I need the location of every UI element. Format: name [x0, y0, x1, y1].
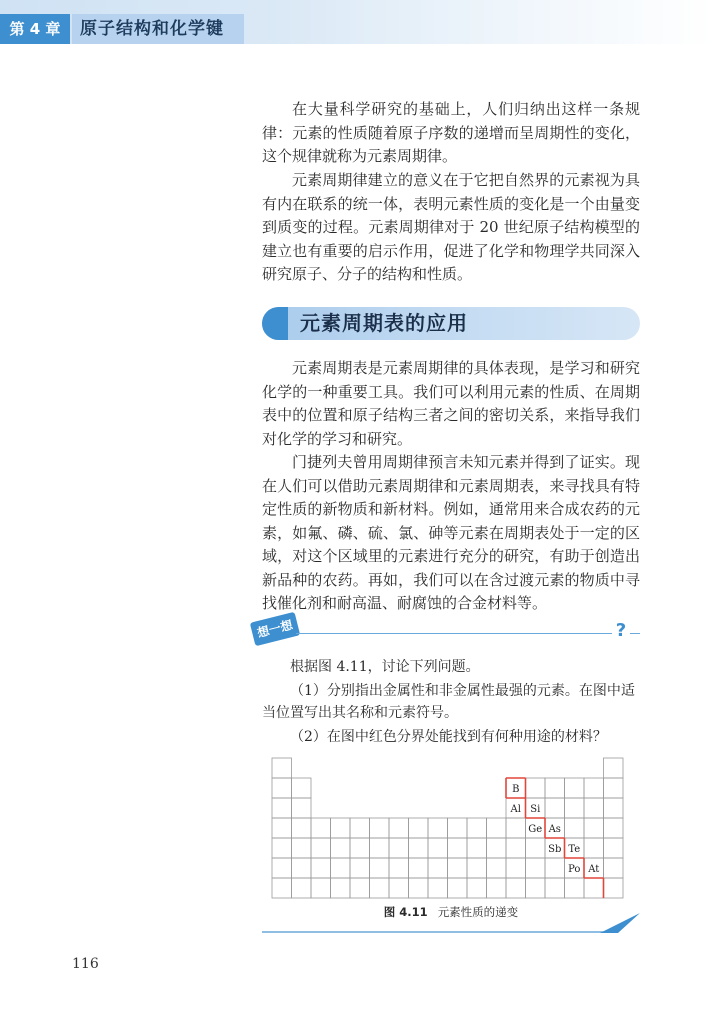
table-cell	[448, 818, 468, 838]
table-cell	[506, 858, 526, 878]
table-cell	[272, 878, 292, 898]
paragraph-periodic-law: 在大量科学研究的基础上，人们归纳出这样一条规律：元素的性质随着原子序数的递增而呈周期性的变化，这个规律就称为元素周期律。	[262, 100, 640, 165]
chapter-title: 原子结构和化学键	[72, 14, 244, 44]
table-cell	[370, 838, 390, 858]
table-cell	[448, 878, 468, 898]
table-cell	[292, 858, 312, 878]
table-cell	[506, 838, 526, 858]
element-te: Te	[568, 844, 581, 855]
table-cell	[506, 878, 526, 898]
page-number: 116	[72, 956, 99, 972]
table-cell	[604, 818, 624, 838]
table-cell	[272, 838, 292, 858]
think-badge: 想一想	[250, 612, 300, 646]
table-cell	[292, 818, 312, 838]
table-cell	[272, 818, 292, 838]
table-cell	[311, 818, 331, 838]
table-cell	[584, 798, 604, 818]
table-cell	[565, 818, 585, 838]
table-cell	[545, 858, 565, 878]
question-mark-icon: ?	[615, 620, 627, 641]
table-cell	[584, 838, 604, 858]
table-cell	[409, 838, 429, 858]
table-cell	[467, 878, 487, 898]
table-cell	[428, 878, 448, 898]
table-cell	[604, 758, 624, 778]
table-cell	[370, 858, 390, 878]
table-cell	[272, 758, 292, 778]
section-title: 元素周期表的应用	[300, 311, 468, 335]
table-cell	[565, 778, 585, 798]
table-cell	[331, 818, 351, 838]
element-si: Si	[530, 804, 541, 815]
table-cell	[506, 818, 526, 838]
table-cell	[526, 778, 546, 798]
table-cell	[350, 818, 370, 838]
element-as: As	[548, 824, 561, 835]
element-po: Po	[568, 864, 581, 875]
table-cell	[604, 798, 624, 818]
table-cell	[370, 878, 390, 898]
table-cell	[584, 778, 604, 798]
table-cell	[350, 858, 370, 878]
table-cell	[526, 878, 546, 898]
table-cell	[487, 878, 507, 898]
table-cell	[311, 858, 331, 878]
element-b: B	[512, 784, 520, 795]
table-cell	[409, 858, 429, 878]
table-cell	[409, 818, 429, 838]
table-cell	[545, 878, 565, 898]
figure-caption	[262, 904, 640, 920]
table-cell	[292, 878, 312, 898]
table-cell	[272, 858, 292, 878]
table-cell	[428, 818, 448, 838]
table-cell	[389, 878, 409, 898]
table-cell	[272, 798, 292, 818]
figure-caption-text: 元素性质的递变	[437, 905, 519, 919]
table-cell	[467, 818, 487, 838]
table-cell	[604, 838, 624, 858]
table-cell	[331, 838, 351, 858]
table-cell	[389, 818, 409, 838]
table-cell	[428, 838, 448, 858]
table-cell	[370, 818, 390, 838]
table-cell	[487, 838, 507, 858]
table-cell	[467, 838, 487, 858]
table-cell	[487, 818, 507, 838]
element-at: At	[588, 864, 600, 875]
table-cell	[292, 778, 312, 798]
table-cell	[350, 838, 370, 858]
figure-number: 图 4.11	[383, 905, 428, 919]
table-cell	[272, 778, 292, 798]
table-cell	[584, 818, 604, 838]
think-question-1: （1）分别指出金属性和非金属性最强的元素。在图中适当位置写出其名称和元素符号。	[262, 683, 635, 721]
table-cell	[526, 858, 546, 878]
table-cell	[604, 778, 624, 798]
paragraph-mendeleev: 门捷列夫曾用周期律预言未知元素并得到了证实。现在人们可以借助元素周期律和元素周期表，来寻找具有特定性质的新物质和新材料。例如，通常用来合成农药的元素，如氟、磷、硫、氯、砷等元素在周期表处于一定的区域，对这个区域里的元素进行充分的研究，有助于创造出新品种的农药。再如，我们可以在含过渡元素的物质中寻找催化剂和耐高温、耐腐蚀的合金材料等。	[262, 453, 640, 612]
table-cell	[565, 798, 585, 818]
element-al: Al	[510, 804, 521, 815]
table-cell	[565, 878, 585, 898]
paragraph-periodic-law-significance: 元素周期律建立的意义在于它把自然界的元素视为具有内在联系的统一体，表明元素性质的变化是一个由量变到质变的过程。元素周期律对于 20 世纪原子结构模型的建立也有重要的启示作用，促进了化学和物理学共同深入研究原子、分子的结构和性质。	[262, 171, 640, 283]
table-cell	[545, 778, 565, 798]
table-cell	[604, 878, 624, 898]
table-cell	[467, 858, 487, 878]
table-cell	[311, 838, 331, 858]
table-cell	[584, 878, 604, 898]
table-cell	[350, 878, 370, 898]
table-cell	[526, 838, 546, 858]
table-cell	[311, 878, 331, 898]
table-cell	[604, 858, 624, 878]
think-question-2: （2）在图中红色分界处能找到有何种用途的材料？	[290, 729, 607, 745]
think-intro: 根据图 4.11，讨论下列问题。	[290, 659, 480, 675]
element-ge: Ge	[528, 824, 543, 835]
paragraph-periodic-table-tool: 元素周期表是元素周期律的具体表现，是学习和研究化学的一种重要工具。我们可以利用元素的性质、在周期表中的位置和原子结构三者之间的密切关系，来指导我们对化学的学习和研究。	[262, 359, 640, 448]
table-cell	[487, 858, 507, 878]
table-cell	[428, 858, 448, 878]
table-cell	[331, 878, 351, 898]
table-cell	[331, 858, 351, 878]
chapter-label: 第 4 章	[0, 14, 70, 44]
element-sb: Sb	[548, 844, 562, 855]
table-cell	[409, 878, 429, 898]
table-cell	[545, 798, 565, 818]
table-cell	[292, 798, 312, 818]
table-cell	[292, 838, 312, 858]
table-cell	[389, 838, 409, 858]
table-cell	[448, 838, 468, 858]
table-cell	[448, 858, 468, 878]
table-cell	[389, 858, 409, 878]
